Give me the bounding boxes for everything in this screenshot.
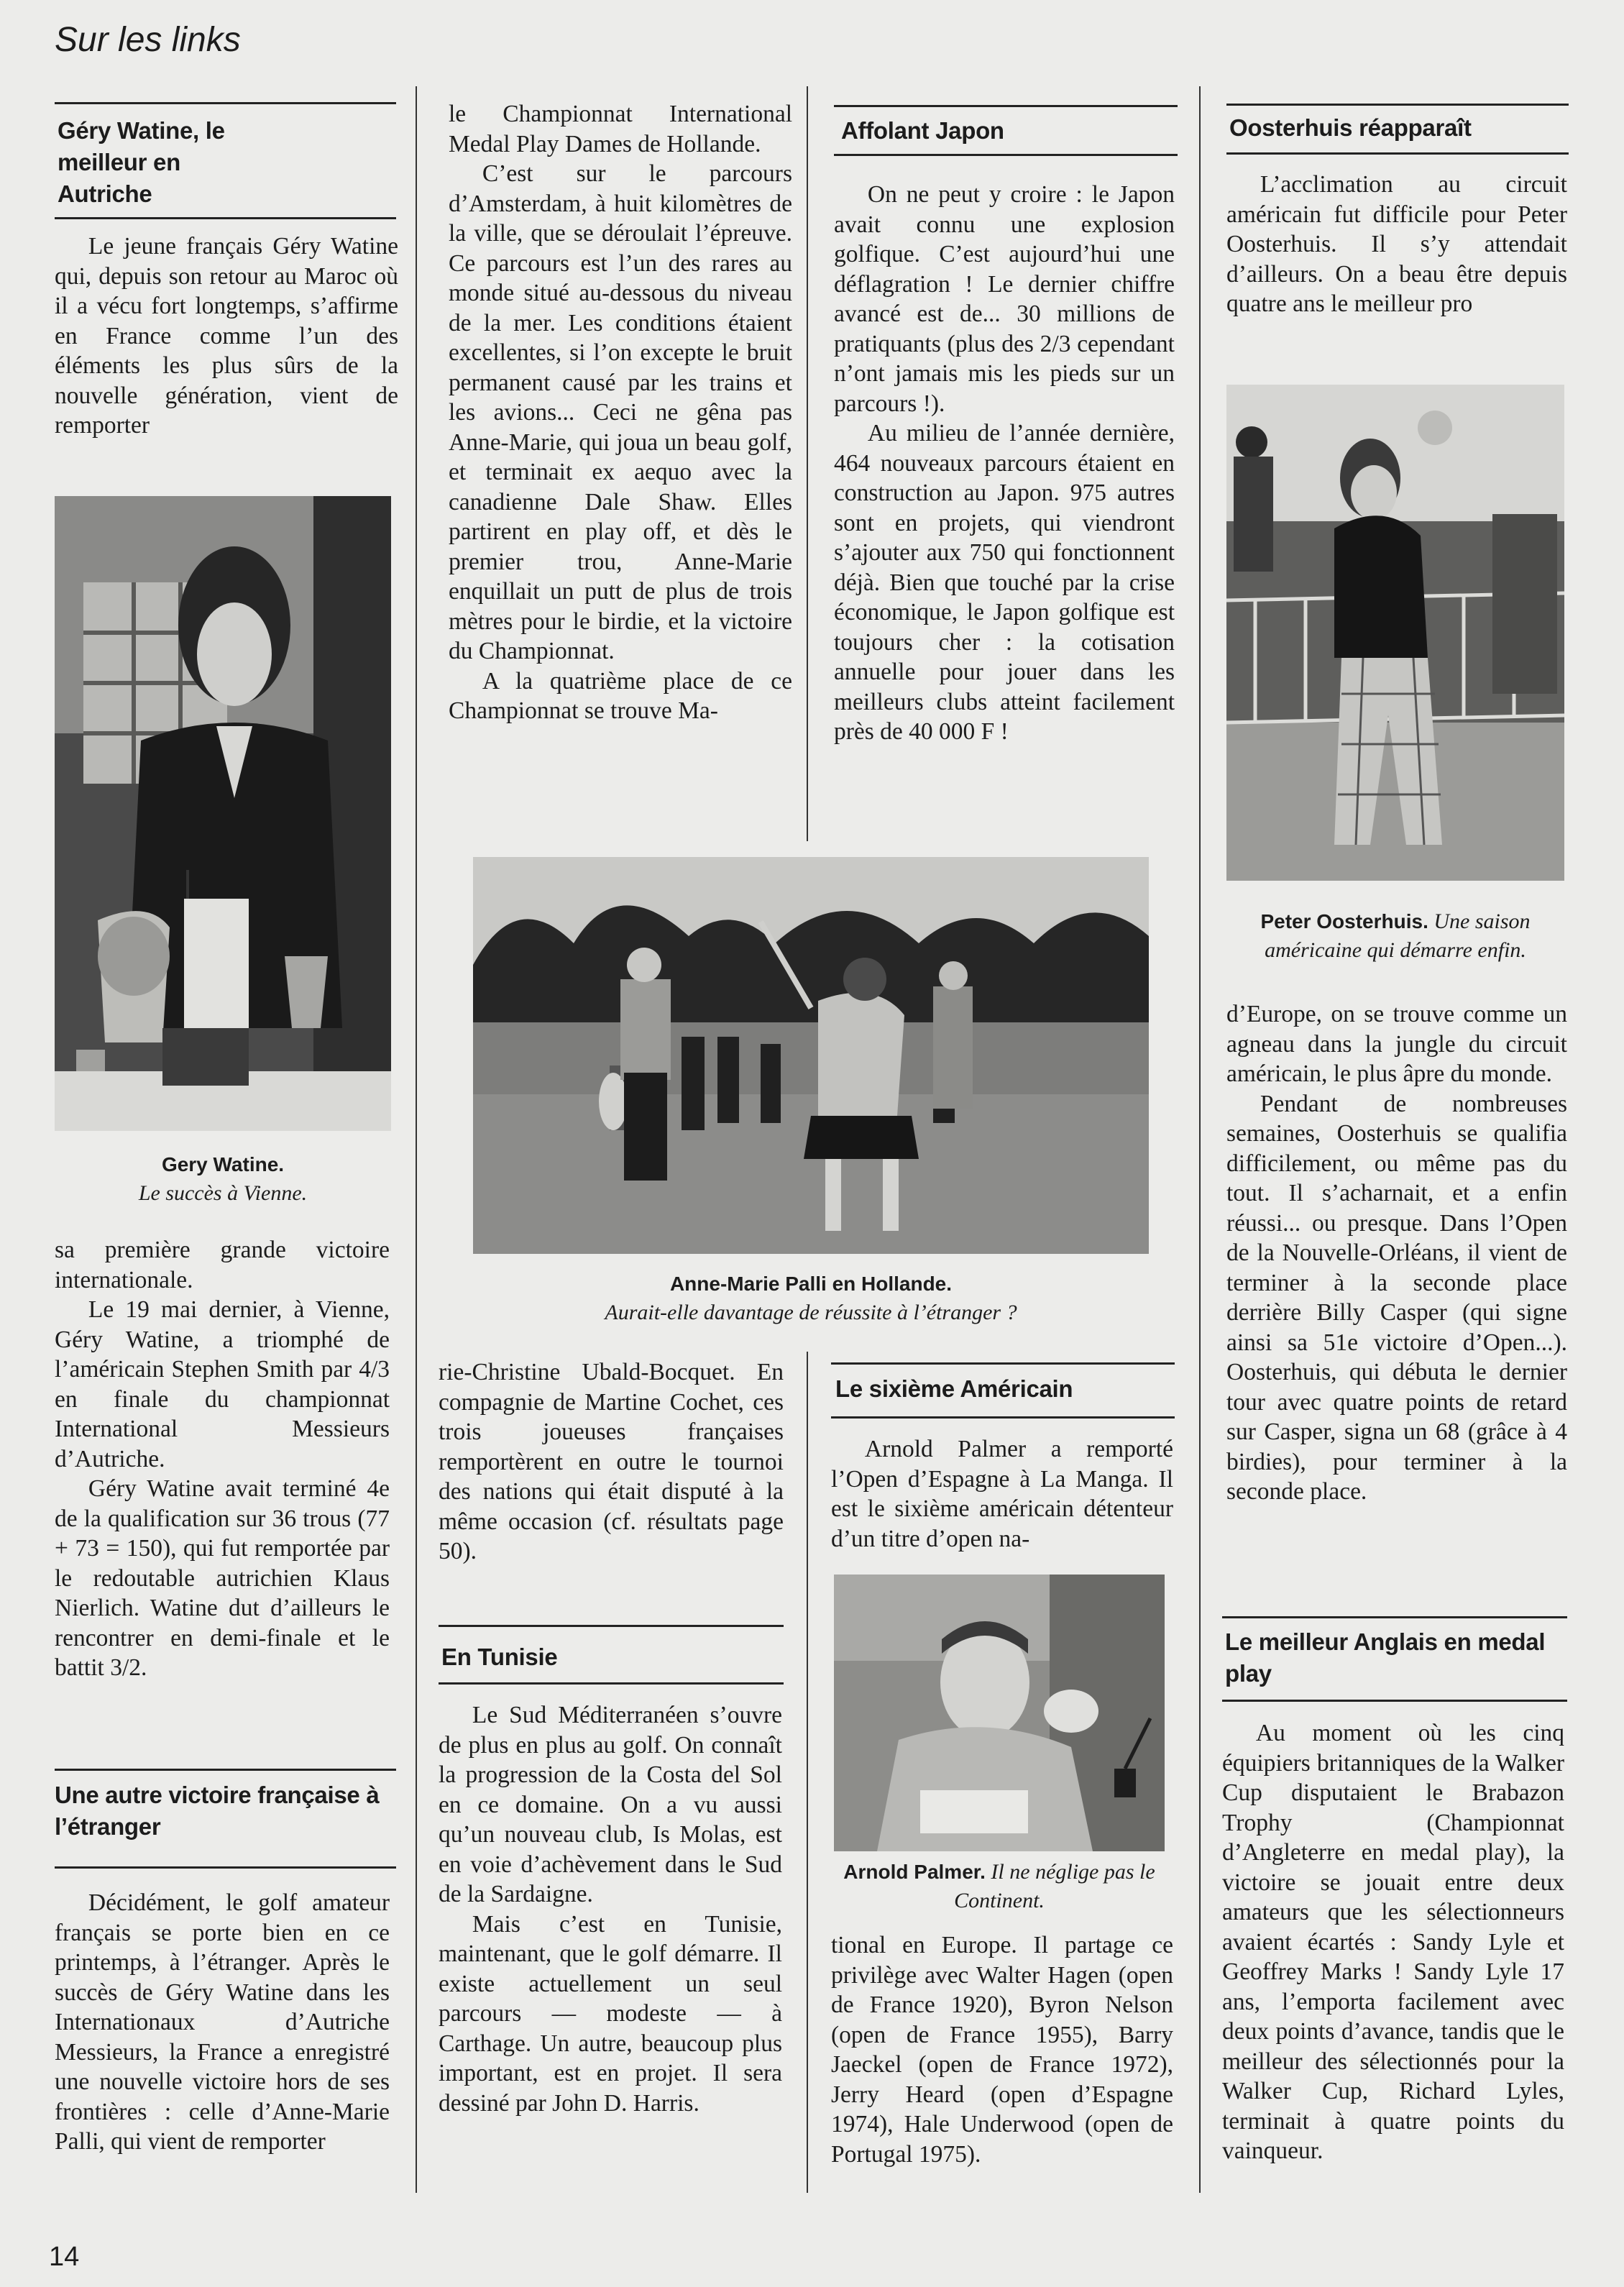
photo-peter-oosterhuis [1226,385,1564,881]
heading-rule [439,1682,784,1685]
heading-rule [831,1362,1175,1365]
headline-meilleur-anglais: Le meilleur Anglais en medal play [1225,1628,1546,1687]
article-palli-bottom [439,1357,784,1567]
photo-arnold-palmer [834,1575,1165,1851]
paragraph: rie-Christine Ubald-Bocquet. En compagnie de Martine Cochet, ces trois joueuses françaises remportèrent en outre le tournoi des nations qui était disputé à la même occasion (cf. résultats page 50). [439,1359,784,1564]
paragraph: Arnold Palmer a remporté l’Open d’Espagne à La Manga. Il est le sixième américain détenteur d’un titre d’open na- [831,1436,1173,1552]
heading-rule [55,102,396,104]
photo-anne-marie-palli-image [473,857,1149,1254]
paragraph: Le Sud Méditerranéen s’ouvre de plus en plus au golf. On connaît la progression de la Costa del Sol en ce domaine. On a vu aussi qu’un nouveau club, Is Molas, est en voie d’achèvement dans le Sud de la Sardaigne. [439,1702,782,1907]
heading-rule [831,1416,1175,1419]
heading-rule [1226,152,1569,155]
article-tunisie [439,1700,782,2118]
photo-peter-oosterhuis-image [1226,385,1564,881]
paragraph: le Championnat International Medal Play Dames de Hollande. [449,101,792,157]
caption-text: Une saison américaine qui démarre enfin. [1265,909,1531,962]
article-japon [834,180,1175,747]
article-meilleur-anglais [1222,1718,1564,2166]
paragraph: On ne peut y croire : le Japon avait connu une explosion golfique. C’est aujourd’hui une déflagration ! Le dernier chiffre avancé est de... 30 millions de pratiquants (plus des 2/3 cependant n’ont jamais mis les pieds sur un parcours !). [834,181,1175,417]
caption-text: Il ne néglige pas le Continent. [954,1860,1155,1912]
heading-rule [834,105,1178,107]
heading-rule [55,1866,396,1869]
headline-sixieme-americain: Le sixième Américain [835,1375,1073,1402]
article-watine-intro [55,232,398,441]
headline-watine: Géry Watine, le meilleur en Autriche [58,117,225,207]
photo-anne-marie-palli [473,857,1149,1254]
article-watine-body [55,1235,390,1683]
paragraph: Décidément, le golf amateur français se porte bien en ce printemps, à l’étranger. Après le succès de Géry Watine dans les Internationaux d’Autriche Messieurs, la France a enregistré une nouvelle victoire hors de ses frontières : celle d’Anne-Marie Palli, qui vient de remporter [55,1889,390,2155]
column-divider [1199,86,1201,2193]
photo-gery-watine-image [55,496,391,1131]
caption-anne-marie-palli [473,1270,1149,1327]
paragraph: Pendant de nombreuses semaines, Oosterhuis se qualifia difficilement, ou même pas du tout. Il s’acharnait, et a enfin réussi... ou presque. Dans l’Open de la Nouvelle-Orléans, il vient de terminer à la seconde place derrière Billy Casper (qui signe ainsi sa 51e victoire d’Open...). Oosterhuis, qui débuta le dernier tour avec quatre points de retard sur Casper, signa un 68 (grâce à 4 birdies), pour terminer à la seconde place. [1226,1090,1567,1505]
paragraph: Géry Watine avait terminé 4e de la qualification sur 36 trous (77 + 73 = 150), qui fut remportée par le redoutable autrichien Klaus Nierlich. Watine dut d’ailleurs le rencontrer en demi-finale et le battit 3/2. [55,1475,390,1681]
caption-name: Peter Oosterhuis. [1260,910,1428,932]
heading-rule [834,154,1178,156]
heading-rule [1222,1700,1567,1702]
section-header: Sur les links [55,21,241,59]
headline-autre-victoire: Une autre victoire française à l’étranger [55,1782,380,1840]
paragraph: Le 19 mai dernier, à Vienne, Géry Watine, a triomphé de l’américain Stephen Smith par 4/3 en finale du championnat International Messieurs d’Autriche. [55,1296,390,1472]
heading-rule [1222,1616,1567,1618]
headline-tunisie: En Tunisie [441,1644,558,1670]
article-palli-top [449,99,792,726]
photo-gery-watine [55,496,391,1131]
heading-rule [439,1625,784,1627]
caption-name: Arnold Palmer. [843,1861,986,1883]
article-palmer-intro [831,1434,1173,1554]
article-palmer-body [831,1930,1173,2169]
caption-arnold-palmer [834,1858,1165,1915]
paragraph: Mais c’est en Tunisie, maintenant, que le golf démarre. Il existe actuellement un seul parcours — modeste — à Carthage. Un autre, beaucoup plus important, est en projet. Il sera dessiné par John D. Harris. [439,1910,782,2117]
column-divider [416,86,417,1467]
caption-peter-oosterhuis [1222,907,1569,965]
heading-rule [55,217,396,219]
paragraph: tional en Europe. Il partage ce privilège avec Walter Hagen (open de France 1920), Byron Nelson (open de France 1955), Barry Jaeckel (open de France 1972), Jerry Heard (open d’Espagne 1974), Hale Underwood (open de Portugal 1975). [831,1932,1173,2168]
caption-text: Le succès à Vienne. [138,1181,308,1205]
article-oosterhuis-body [1226,999,1567,1507]
paragraph: A la quatrième place de ce Championnat se trouve Ma- [449,667,792,724]
paragraph: sa première grande victoire internationale. [55,1237,390,1293]
heading-rule [55,1769,396,1771]
headline-japon: Affolant Japon [841,117,1004,144]
article-autre-victoire [55,1888,390,2157]
paragraph: d’Europe, on se trouve comme un agneau dans la jungle du circuit américain, le plus âpre du monde. [1226,1001,1567,1087]
paragraph: Au moment où les cinq équipiers britanniques de la Walker Cup disputaient le Brabazon Trophy (Championnat d’Angleterre en medal play), la victoire se jouait entre deux amateurs que les sélectionneurs avaient écartés : Sandy Lyle et Geoffrey Marks ! Sandy Lyle 17 ans, l’emporta facilement avec deux points d’avance, tandis que le meilleur des sélectionnés pour la Walker Cup, Richard Lyles, terminait à quatre points du vainqueur. [1222,1720,1564,2164]
paragraph: C’est sur le parcours d’Amsterdam, à huit kilomètres de la ville, que se déroulait l’épreuve. Ce parcours est l’un des rares au monde situé au-dessous du niveau de la mer. Les conditions étaient excellentes, si l’on excepte le bruit permanent causé par les trains et les avions... Ceci ne gêna pas Anne-Marie, qui joua un beau golf, et terminait ex aequo avec la canadienne Dale Shaw. Elles partirent en play off, et dès le premier trou, Anne-Marie enquillait un putt de plus de trois mètres pour le birdie, et la victoire du Championnat. [449,160,792,664]
article-oosterhuis-intro [1226,170,1567,319]
page-number: 14 [49,2242,80,2272]
photo-arnold-palmer-image [834,1575,1165,1851]
caption-name: Gery Watine. [161,1153,285,1175]
headline-oosterhuis: Oosterhuis réapparaît [1229,114,1472,141]
caption-gery-watine [55,1150,391,1208]
caption-name: Anne-Marie Palli en Hollande. [669,1273,953,1295]
column-divider [416,1352,417,2193]
paragraph: Au milieu de l’année dernière, 464 nouveaux parcours étaient en construction au Japon. 975 autres sont en projets, qui viendront s’ajouter aux 750 qui fonctionnent déjà. Bien que touché par la crise économique, le Japon golfique est toujours cher : la cotisation annuelle pour jouer dans les meilleurs clubs atteint facilement près de 40 000 F ! [834,420,1175,745]
caption-text: Aurait-elle davantage de réussite à l’étranger ? [605,1301,1017,1324]
column-divider [807,86,808,841]
paragraph: L’acclimation au circuit américain fut difficile pour Peter Oosterhuis. Il s’y attendait d’ailleurs. On a beau être depuis quatre ans le meilleur pro [1226,171,1567,317]
heading-rule [1226,104,1569,106]
column-divider [807,1352,808,2193]
paragraph: Le jeune français Géry Watine qui, depuis son retour au Maroc où il a vécu fort longtemps, s’affirme en France comme l’un des éléments les plus sûrs de la nouvelle génération, vient de remporter [55,233,398,439]
